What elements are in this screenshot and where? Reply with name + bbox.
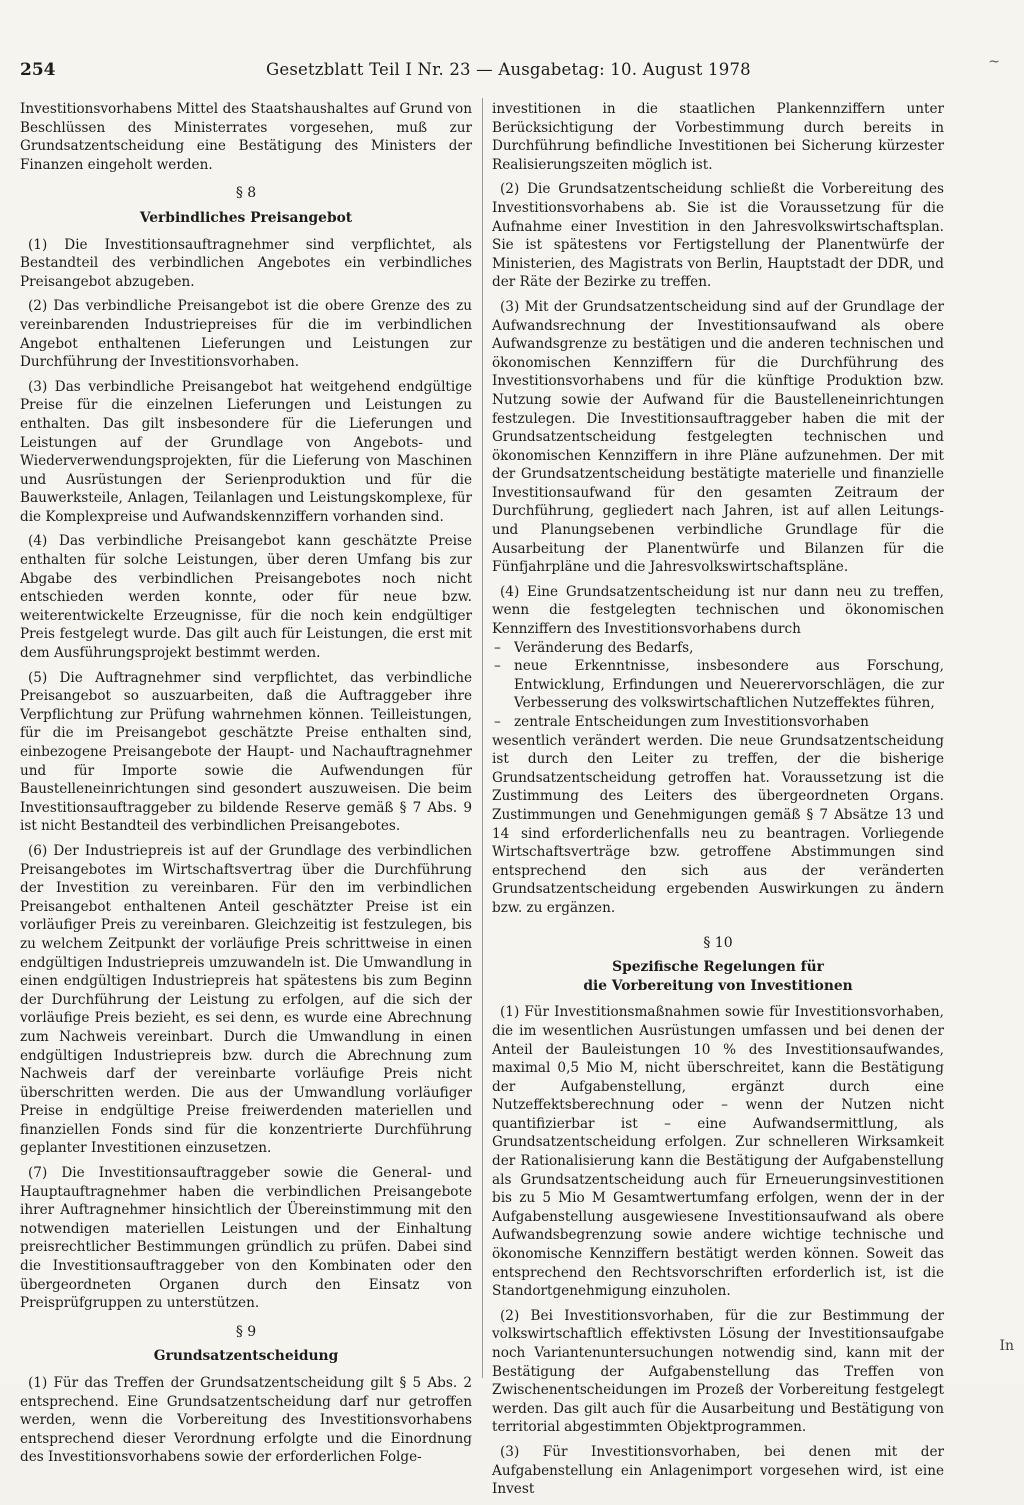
section-10-title-line-1: Spezifische Regelungen für (612, 959, 824, 976)
section-9-title: Grundsatzentscheidung (153, 1348, 339, 1365)
section-10-paragraph-2: (2) Bei Investitionsvorhaben, für die zur Bestimmung der volkswirtschaftlich effektivsten Lösung der Investitionsaufgabe noch Variantenuntersuchungen notwendig sind, kann mit der Bestätigung der Aufgabenstellung das Treffen von Zwischenentscheidungen im Prozeß der Vorbereitung festgelegt werden. Das gilt auch für die Ausarbeitung und Bestätigung von territorial abgestimmten Objektprogrammen. (492, 1307, 944, 1436)
section-9-paragraph-3: (3) Mit der Grundsatzentscheidung sind auf der Grundlage der Aufwandsrechnung der Investitionsaufwand als obere Aufwandsgrenze zu bestätigen und die anderen technischen und ökonomischen Kennziffern für die Durchführung des Investitionsvorhabens und für die künftige Produktion bzw. Nutzung sowie der Aufwand für die Baustelleneinrichtungen festzulegen. Die Investitionsauftraggeber haben die mit der Grundsatzentscheidung festgelegten technischen und ökonomischen Kennziffern in ihre Pläne aufzunehmen. Der mit der Grundsatzentscheidung bestätigte materielle und finanzielle Investitionsaufwand für den gesamten Zeitraum der Durchführung, gegliedert nach Jahren, ist auf allen Leitungs- und Planungsebenen verbindliche Grundlage für die Ausarbeitung der Planentwürfe und Bilanzen für die Fünfjahrpläne und die Jahresvolkswirtschaftspläne. (492, 298, 944, 576)
header-title: Gesetzblatt Teil I Nr. 23 — Ausgabetag: 10. August 1978 (266, 60, 751, 79)
right-intro-text: investitionen in die staatlichen Plankennziffern unter Berücksichtigung der Vorbestimmung durch bereits in Durchführung befindliche Investitionen bei Sicherung kürzester Realisierungszeiten möglich ist. (492, 101, 944, 173)
section-9-paragraph-1: (1) Für das Treffen der Grundsatzentscheidung gilt § 5 Abs. 2 entsprechend. Eine Grundsatzentscheidung darf nur getroffen werden, wenn die Vorbereitung des Investitionsvorhabens entsprechend dieser Verordnung erfolgte und die Einordnung des Investitionsvorhabens sowie der erforderlichen Folge- (20, 1375, 472, 1466)
section-8-paragraph-6: (6) Der Industriepreis ist auf der Grundlage des verbindlichen Preisangebotes im Wirtschaftsvertrag über die Durchführung der Investition zu vereinbaren. Für den im verbindlichen Preisangebot enthaltenen Anteil geschätzter Preise ist ein vorläufiger Preis zu vereinbaren. Gleichzeitig ist festzulegen, bis zu welchem Zeitpunkt der vorläufige Preis schrittweise in einen endgültigen Industriepreis umzuwandeln ist. Die Umwandlung in einen endgültigen Industriepreis hat spätestens bis zum Beginn der Durchführung der Leistung zu erfolgen, auf die sich der vorläufige Preis bezieht, es sei denn, es wurde eine Abrechnung zum Nachweis vereinbart. Durch die Umwandlung in einen endgültigen Industriepreis bzw. durch die Abrechnung zum Nachweis darf der vereinbarte vorläufige Preis nicht überschritten werden. Die aus der Umwandlung vorläufiger Preise in endgültige Preise freiwerdenden materiellen und finanziellen Fonds sind für die konzentrierte Durchführung geplanter Investitionen einzusetzen. (20, 842, 472, 1157)
right-column (492, 100, 944, 1505)
page-header (20, 54, 1000, 84)
section-10-number: § 10 (703, 934, 733, 951)
section-9-number: § 9 (235, 1323, 257, 1340)
section-9-paragraph-4: (4) Eine Grundsatzentscheidung ist nur dann neu zu treffen, wenn die festgelegten technischen und ökonomischen Kennziffern des Investitionsvorhabens durch (492, 583, 944, 638)
header-mark: ~ (988, 54, 1000, 70)
left-intro-text: Investitionsvorhabens Mittel des Staatshaushaltes auf Grund von Beschlüssen des Ministerrates vorgesehen, muß zur Grundsatzentscheidung eine Bestätigung des Ministers der Finanzen eingeholt werden. (20, 101, 472, 173)
page-number: 254 (20, 60, 56, 80)
section-10-paragraph-3: (3) Für Investitionsvorhaben, bei denen mit der Aufgabenstellung ein Anlagenimport vorgesehen wird, ist eine Invest (492, 1443, 944, 1498)
section-8-paragraph-3: (3) Das verbindliche Preisangebot hat weitgehend endgültige Preise für die einzelnen Lieferungen und Leistungen zu enthalten. Das gilt insbesondere für die Lieferungen und Leistungen auf der Grundlage von Angebots- und Wiederverwendungsprojekten, für die Lieferung von Maschinen und Ausrüstungen der Serienproduktion und für die Bauwerksteile, Anlagen, Teilanlagen und Leistungskomplexe, für die Komplexpreise und Aufwandskennziffern vorhanden sind. (20, 378, 472, 525)
section-8-paragraph-7: (7) Die Investitionsauftraggeber sowie die General- und Hauptauftragnehmer haben die verbindlichen Preisangebote ihrer Auftragnehmer hinsichtlich der Übereinstimmung mit den notwendigen materiellen Leistungen und der Einhaltung preisrechtlicher Bestimmungen gründlich zu prüfen. Dabei sind die Investitionsauftraggeber von den Kombinaten oder den übergeordneten Organen durch den Einsatz von Preisprüfgruppen zu unterstützen. (20, 1165, 472, 1312)
section-8-paragraph-2: (2) Das verbindliche Preisangebot ist die obere Grenze des zu vereinbarenden Industriepreises für die im verbindlichen Angebot enthaltenen Lieferungen und Leistungen zur Durchführung der Investitionsvorhaben. (20, 298, 472, 371)
section-8-paragraph-1: (1) Die Investitionsauftragnehmer sind verpflichtet, als Bestandteil des verbindlichen Angebotes ein verbindliches Preisangebot abzugeben. (20, 236, 472, 290)
section-8-title: Verbindliches Preisangebot (139, 209, 353, 226)
column-divider (482, 98, 483, 1378)
section-10-paragraph-1: (1) Für Investitionsmaßnahmen sowie für Investitionsvorhaben, die im wesentlichen Ausrüstungen umfassen und bei denen der Anteil der Bauleistungen 10 % des Investitionsaufwandes, maximal 0,5 Mio M, nicht überschreitet, kann die Bestätigung der Aufgabenstellung, ergänzt durch eine Nutzeffektsberechnung oder – wenn der Nutzen nicht quantifizierbar ist – eine Aufwandsermittlung, als Grundsatzentscheidung erfolgen. Zur schnelleren Wirksamkeit der Rationalisierung kann die Bestätigung der Aufgabenstellung als Grundsatzentscheidung auch für Erneuerungsinvestitionen bis zu 5 Mio M Gesamtwertumfang erfolgen, wenn der in der Aufgabenstellung ausgewiesene Investitionsaufwand als obere Aufwandsbegrenzung sowie andere wichtige technische und ökonomische Kennziffern bestätigt werden können. Soweit das entsprechend den Rechtsvorschriften erforderlich ist, ist die Standortgenehmigung einzuholen. (492, 1004, 944, 1300)
change-reasons-list (492, 639, 944, 732)
left-column (20, 100, 472, 1473)
section-8-paragraph-4: (4) Das verbindliche Preisangebot kann geschätzte Preise enthalten für solche Leistungen, über deren Umfang bis zur Abgabe des verbindlichen Preisangebotes noch nicht entschieden werden konnte, oder für neue bzw. weiterentwickelte Erzeugnisse, für die noch kein endgültiger Preis festgelegt wurde. Das gilt auch für Leistungen, die erst mit dem Ausführungsprojekt bestimmt werden. (20, 533, 472, 662)
edge-mark: In (999, 1338, 1014, 1354)
after-list-text: wesentlich verändert werden. Die neue Grundsatzentscheidung ist durch den Leiter zu treffen, der die bisherige Grundsatzentscheidung getroffen hat. Voraussetzung ist die Zustimmung des Leiters des übergeordneten Organs. Zustimmungen und Genehmigungen gemäß § 7 Absätze 13 und 14 sind erforderlichenfalls neu zu beantragen. Vorliegende Wirtschaftsverträge bzw. getroffene Abstimmungen sind entsprechend den sich aus der veränderten Grundsatzentscheidung ergebenden Auswirkungen zu ändern bzw. zu ergänzen. (492, 732, 944, 916)
list-item: – neue Erkenntnisse, insbesondere aus Forschung, Entwicklung, Erfindungen und Neuerervorschlägen, die zur Verbesserung des volkswirtschaftlichen Nutzeffektes führen, (492, 657, 944, 713)
section-8-number: § 8 (235, 185, 257, 202)
section-8-paragraph-5: (5) Die Auftragnehmer sind verpflichtet, das verbindliche Preisangebot so auszuarbeiten, daß die Auftraggeber ihre Verpflichtung zur Prüfung wahrnehmen können. Teilleistungen, für die im Preisangebot geschätzte Preise enthalten sind, einbezogene Preisangebote der Haupt- und Nachauftragnehmer und für Importe sowie die Aufwendungen für Baustelleneinrichtungen sind gesondert auszuweisen. Die beim Investitionsauftraggeber zu bildende Reserve gemäß § 7 Abs. 9 ist nicht Bestandteil des verbindlichen Preisangebotes. (20, 669, 472, 835)
list-item: – Veränderung des Bedarfs, (492, 639, 944, 658)
list-item: – zentrale Entscheidungen zum Investitionsvorhaben (492, 713, 944, 732)
section-10-title-line-2: die Vorbereitung von Investitionen (583, 977, 853, 994)
section-9-paragraph-2: (2) Die Grundsatzentscheidung schließt die Vorbereitung des Investitionsvorhabens ab. Sie ist die Voraussetzung für die Aufnahme einer Investition in den Jahresvolkswirtschaftsplan. Sie ist spätestens vor Fertigstellung der Planentwürfe der Ministerien, des Magistrats von Berlin, Hauptstadt der DDR, und der Räte der Bezirke zu treffen. (492, 181, 944, 291)
